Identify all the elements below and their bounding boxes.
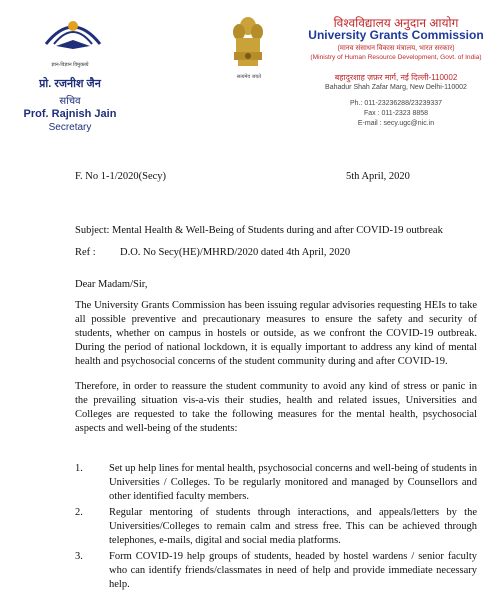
email: E-mail : secy.ugc@nic.in xyxy=(357,120,435,127)
secretary-name: Prof. Rajnish Jain xyxy=(23,108,117,120)
ministry-hindi: (मानव संसाधन विकास मंत्रालय, भारत सरकार) xyxy=(337,45,455,52)
secretary-name-hindi: प्रो. रजनीश जैन xyxy=(39,78,101,90)
ugc-logo-icon xyxy=(38,10,108,50)
paragraph-1: The University Grants Commission has been issuing regular advisories requesting HEIs to take all possible preventive and precautionary measures to ensure the safety and security of students, whether on campus in hostels or outside, as we confront the COVID-19 outbreak. During the period of national lockdown, it is equally important to address any kind of mental health and psychosocial concerns of the student community during and after COVID-19. xyxy=(75,300,477,367)
phone: Ph.: 011-23236288/23239337 xyxy=(349,100,443,107)
letter-date: 5th April, 2020 xyxy=(346,171,410,182)
org-name-hindi: विश्वविद्यालय अनुदान आयोग xyxy=(333,16,459,30)
reference-label: Ref : xyxy=(75,247,96,258)
national-emblem-icon xyxy=(228,12,268,72)
salutation: Dear Madam/Sir, xyxy=(75,279,148,290)
org-name: University Grants Commission xyxy=(308,28,484,42)
list-item-number: 2. xyxy=(75,507,83,518)
ministry: (Ministry of Human Resource Development, Govt. of India) xyxy=(310,54,482,61)
list-item-text: Set up help lines for mental health, psychosocial concerns and well-being of students in Universities / Colleges. To be regularly monitored and managed by Counsellors and other identified faculty members. xyxy=(109,463,477,502)
secretary-title-hindi: सचिव xyxy=(59,96,81,107)
ugc-motto: ज्ञान-विज्ञान विमुक्तये xyxy=(51,62,89,68)
list-item xyxy=(75,506,477,548)
emblem-motto: सत्यमेव जयते xyxy=(236,74,262,80)
address: Bahadur Shah Zafar Marg, New Delhi-110002 xyxy=(325,84,467,91)
reference-text: D.O. No Secy(HE)/MHRD/2020 dated 4th April, 2020 xyxy=(120,247,351,258)
secretary-title: Secretary xyxy=(48,122,92,133)
paragraph-2: Therefore, in order to reassure the student community to avoid any kind of stress or panic in the prevailing situation vis-a-vis their studies, health and related issues, Universities and Colleges are requested to take the following measures for the mental health, psychosocial aspects and well-being of the students: xyxy=(75,381,477,434)
list-item xyxy=(75,462,477,504)
list-item-number: 1. xyxy=(75,463,83,474)
list-item-text: Form COVID-19 help groups of students, headed by hostel wardens / senior faculty who can identify friends/classmates in need of help and provide immediate necessary help. xyxy=(109,551,477,590)
reference-line xyxy=(75,246,475,260)
fax: Fax : 011-2323 8858 xyxy=(363,110,429,117)
list-item xyxy=(75,550,477,592)
subject-line: Subject: Mental Health & Well-Being of Students during and after COVID-19 outbreak xyxy=(75,225,443,236)
file-number: F. No 1-1/2020(Secy) xyxy=(75,171,167,182)
address-hindi: बहादुरशाह ज़फ़र मार्ग, नई दिल्ली-110002 xyxy=(334,73,458,82)
list-item-number: 3. xyxy=(75,551,83,562)
list-item-text: Regular mentoring of students through interactions, and appeals/letters by the Universities/Colleges to remain calm and stress free. This can be achieved through telephones, e-mails, digital and social media platforms. xyxy=(109,507,477,546)
